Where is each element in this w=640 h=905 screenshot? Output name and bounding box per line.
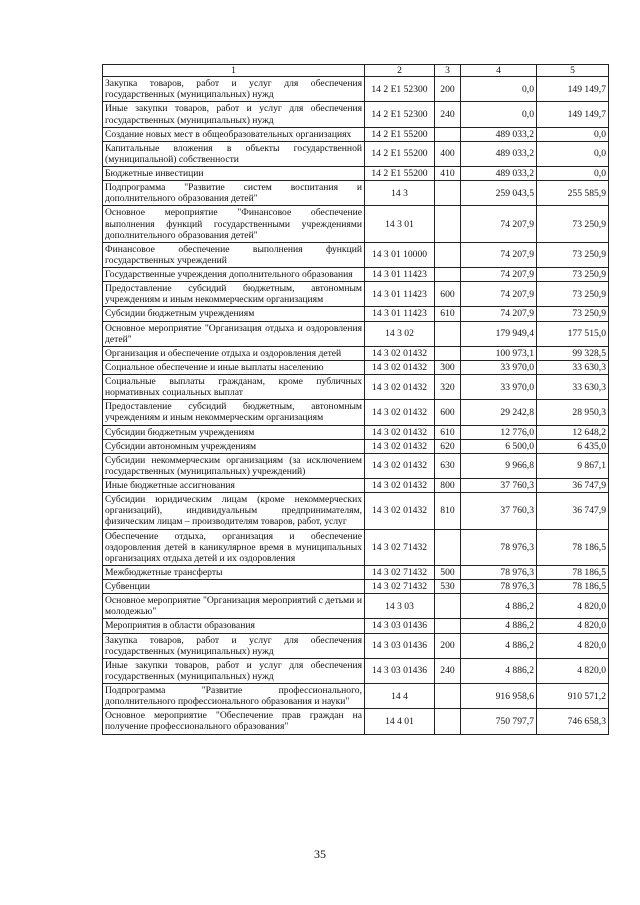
row-name-cell: Предоставление субсидий бюджетным, автономным учреждениям и иным некоммерческим организациям <box>103 282 365 307</box>
row-value-2-cell: 0,0 <box>537 167 609 181</box>
row-type-cell: 320 <box>435 375 461 400</box>
row-name-cell: Мероприятия в области образования <box>103 619 365 633</box>
table-row <box>103 127 609 141</box>
row-type-cell <box>435 242 461 267</box>
row-value-2-cell: 9 867,1 <box>537 453 609 478</box>
row-value-2-cell: 78 186,5 <box>537 565 609 579</box>
table-row <box>103 580 609 594</box>
row-value-1-cell: 750 797,7 <box>461 709 537 734</box>
row-value-2-cell: 255 585,9 <box>537 181 609 206</box>
row-name-cell: Субсидии бюджетным учреждениям <box>103 425 365 439</box>
table-row <box>103 242 609 267</box>
row-type-cell: 500 <box>435 565 461 579</box>
row-type-cell <box>435 206 461 242</box>
row-value-2-cell: 149 149,7 <box>537 102 609 127</box>
row-value-1-cell: 0,0 <box>461 77 537 102</box>
row-name-cell: Подпрограмма "Развитие профессионального, дополнительного профессионального образования и науки" <box>103 684 365 709</box>
budget-table <box>102 64 609 735</box>
row-value-1-cell: 74 207,9 <box>461 242 537 267</box>
row-name-cell: Субсидии бюджетным учреждениям <box>103 307 365 321</box>
row-name-cell: Субсидии автономным учреждениям <box>103 439 365 453</box>
row-value-2-cell: 33 630,3 <box>537 360 609 374</box>
row-code-cell: 14 2 E1 52300 <box>365 102 435 127</box>
row-code-cell: 14 2 E1 55200 <box>365 167 435 181</box>
table-row <box>103 493 609 529</box>
row-value-1-cell: 916 958,6 <box>461 684 537 709</box>
row-code-cell: 14 3 03 01436 <box>365 633 435 658</box>
row-name-cell: Иные бюджетные ассигнования <box>103 479 365 493</box>
row-code-cell: 14 2 E1 55200 <box>365 141 435 166</box>
budget-table-container <box>102 64 608 735</box>
row-code-cell: 14 3 02 71432 <box>365 565 435 579</box>
row-code-cell: 14 3 01 11423 <box>365 268 435 282</box>
row-value-1-cell: 6 500,0 <box>461 439 537 453</box>
table-row <box>103 268 609 282</box>
row-code-cell: 14 3 02 01432 <box>365 439 435 453</box>
row-value-1-cell: 33 970,0 <box>461 375 537 400</box>
table-body <box>103 77 609 734</box>
table-row <box>103 684 609 709</box>
page-number: 35 <box>314 847 326 861</box>
row-name-cell: Социальные выплаты гражданам, кроме публичных нормативных социальных выплат <box>103 375 365 400</box>
row-value-2-cell: 73 250,9 <box>537 268 609 282</box>
column-header: 5 <box>537 65 609 77</box>
table-row <box>103 167 609 181</box>
table-row <box>103 102 609 127</box>
row-name-cell: Субсидии некоммерческим организациям (за исключением государственных (муниципальных) учреждений) <box>103 453 365 478</box>
row-type-cell: 240 <box>435 102 461 127</box>
row-name-cell: Создание новых мест в общеобразовательных организациях <box>103 127 365 141</box>
row-value-1-cell: 489 033,2 <box>461 167 537 181</box>
row-value-2-cell: 36 747,9 <box>537 493 609 529</box>
row-code-cell: 14 3 02 01432 <box>365 375 435 400</box>
row-type-cell <box>435 594 461 619</box>
row-name-cell: Предоставление субсидий бюджетным, автономным учреждениям и иным некоммерческим организациям <box>103 400 365 425</box>
row-type-cell: 610 <box>435 307 461 321</box>
row-type-cell <box>435 709 461 734</box>
row-value-1-cell: 74 207,9 <box>461 206 537 242</box>
table-row <box>103 709 609 734</box>
row-value-1-cell: 100 973,1 <box>461 346 537 360</box>
row-type-cell: 600 <box>435 282 461 307</box>
row-value-2-cell: 12 648,2 <box>537 425 609 439</box>
row-code-cell: 14 4 01 <box>365 709 435 734</box>
row-code-cell: 14 3 03 01436 <box>365 658 435 683</box>
row-type-cell <box>435 127 461 141</box>
row-code-cell: 14 3 02 01432 <box>365 453 435 478</box>
row-value-2-cell: 99 328,5 <box>537 346 609 360</box>
row-value-1-cell: 489 033,2 <box>461 141 537 166</box>
row-value-1-cell: 37 760,3 <box>461 493 537 529</box>
row-type-cell: 620 <box>435 439 461 453</box>
table-row <box>103 565 609 579</box>
row-value-2-cell: 4 820,0 <box>537 633 609 658</box>
table-row <box>103 439 609 453</box>
row-value-2-cell: 177 515,0 <box>537 321 609 346</box>
row-value-1-cell: 4 886,2 <box>461 594 537 619</box>
table-row <box>103 619 609 633</box>
row-value-2-cell: 4 820,0 <box>537 619 609 633</box>
row-name-cell: Закупка товаров, работ и услуг для обеспечения государственных (муниципальных) нужд <box>103 77 365 102</box>
row-value-2-cell: 36 747,9 <box>537 479 609 493</box>
row-value-1-cell: 33 970,0 <box>461 360 537 374</box>
row-name-cell: Бюджетные инвестиции <box>103 167 365 181</box>
column-header: 4 <box>461 65 537 77</box>
row-name-cell: Субвенции <box>103 580 365 594</box>
row-value-1-cell: 179 949,4 <box>461 321 537 346</box>
row-code-cell: 14 3 02 01432 <box>365 360 435 374</box>
row-name-cell: Межбюджетные трансферты <box>103 565 365 579</box>
row-type-cell: 810 <box>435 493 461 529</box>
row-value-2-cell: 6 435,0 <box>537 439 609 453</box>
row-code-cell: 14 3 03 <box>365 594 435 619</box>
table-row <box>103 141 609 166</box>
row-value-1-cell: 4 886,2 <box>461 633 537 658</box>
row-value-1-cell: 78 976,3 <box>461 580 537 594</box>
row-value-1-cell: 74 207,9 <box>461 268 537 282</box>
row-value-2-cell: 73 250,9 <box>537 206 609 242</box>
row-name-cell: Основное мероприятие "Обеспечение прав граждан на получение профессионального образования" <box>103 709 365 734</box>
row-name-cell: Основное мероприятие "Организация отдыха и оздоровления детей" <box>103 321 365 346</box>
row-value-1-cell: 78 976,3 <box>461 529 537 565</box>
table-row <box>103 282 609 307</box>
row-value-1-cell: 4 886,2 <box>461 619 537 633</box>
row-value-1-cell: 78 976,3 <box>461 565 537 579</box>
row-code-cell: 14 3 02 01432 <box>365 493 435 529</box>
row-value-2-cell: 910 571,2 <box>537 684 609 709</box>
table-row <box>103 181 609 206</box>
row-name-cell: Основное мероприятие "Организация мероприятий с детьми и молодежью" <box>103 594 365 619</box>
row-code-cell: 14 3 02 01432 <box>365 346 435 360</box>
row-code-cell: 14 3 02 01432 <box>365 479 435 493</box>
table-row <box>103 453 609 478</box>
row-type-cell: 200 <box>435 77 461 102</box>
table-row <box>103 479 609 493</box>
row-code-cell: 14 3 02 01432 <box>365 400 435 425</box>
row-name-cell: Социальное обеспечение и иные выплаты населению <box>103 360 365 374</box>
row-code-cell: 14 3 02 <box>365 321 435 346</box>
row-value-2-cell: 73 250,9 <box>537 307 609 321</box>
row-name-cell: Подпрограмма "Развитие систем воспитания и дополнительного образования детей" <box>103 181 365 206</box>
row-value-1-cell: 12 776,0 <box>461 425 537 439</box>
row-name-cell: Организация и обеспечение отдыха и оздоровления детей <box>103 346 365 360</box>
row-value-2-cell: 73 250,9 <box>537 282 609 307</box>
row-value-2-cell: 4 820,0 <box>537 658 609 683</box>
row-value-2-cell: 0,0 <box>537 127 609 141</box>
row-value-2-cell: 746 658,3 <box>537 709 609 734</box>
table-row <box>103 375 609 400</box>
row-name-cell: Финансовое обеспечение выполнения функций государственных учреждений <box>103 242 365 267</box>
table-row <box>103 529 609 565</box>
row-name-cell: Государственные учреждения дополнительного образования <box>103 268 365 282</box>
row-type-cell <box>435 529 461 565</box>
row-code-cell: 14 3 02 01432 <box>365 425 435 439</box>
row-name-cell: Основное мероприятие "Финансовое обеспечение выполнения функций государственными учреждениями дополнительного образования детей" <box>103 206 365 242</box>
row-type-cell <box>435 181 461 206</box>
column-header: 2 <box>365 65 435 77</box>
row-type-cell: 400 <box>435 141 461 166</box>
row-type-cell: 630 <box>435 453 461 478</box>
row-value-2-cell: 0,0 <box>537 141 609 166</box>
row-value-2-cell: 4 820,0 <box>537 594 609 619</box>
row-code-cell: 14 3 03 01436 <box>365 619 435 633</box>
row-value-2-cell: 78 186,5 <box>537 529 609 565</box>
row-code-cell: 14 3 01 <box>365 206 435 242</box>
row-value-1-cell: 37 760,3 <box>461 479 537 493</box>
row-value-1-cell: 4 886,2 <box>461 658 537 683</box>
table-row <box>103 206 609 242</box>
row-value-1-cell: 0,0 <box>461 102 537 127</box>
row-type-cell <box>435 684 461 709</box>
row-name-cell: Субсидии юридическим лицам (кроме некоммерческих организаций), индивидуальным предпринимателям, физическим лицам – производителям товаров, работ, услуг <box>103 493 365 529</box>
row-value-2-cell: 78 186,5 <box>537 580 609 594</box>
row-code-cell: 14 3 01 11423 <box>365 282 435 307</box>
table-row <box>103 425 609 439</box>
row-code-cell: 14 3 02 71432 <box>365 580 435 594</box>
row-type-cell: 300 <box>435 360 461 374</box>
table-row <box>103 633 609 658</box>
row-name-cell: Иные закупки товаров, работ и услуг для обеспечения государственных (муниципальных) нужд <box>103 658 365 683</box>
row-type-cell: 240 <box>435 658 461 683</box>
row-type-cell: 530 <box>435 580 461 594</box>
row-code-cell: 14 3 <box>365 181 435 206</box>
table-row <box>103 658 609 683</box>
row-value-1-cell: 74 207,9 <box>461 307 537 321</box>
row-value-1-cell: 74 207,9 <box>461 282 537 307</box>
table-row <box>103 360 609 374</box>
row-value-2-cell: 149 149,7 <box>537 77 609 102</box>
column-header: 1 <box>103 65 365 77</box>
row-code-cell: 14 2 E1 55200 <box>365 127 435 141</box>
table-row <box>103 400 609 425</box>
column-header: 3 <box>435 65 461 77</box>
row-value-1-cell: 259 043,5 <box>461 181 537 206</box>
row-type-cell <box>435 321 461 346</box>
table-row <box>103 594 609 619</box>
row-type-cell: 600 <box>435 400 461 425</box>
row-code-cell: 14 3 01 10000 <box>365 242 435 267</box>
row-value-2-cell: 33 630,3 <box>537 375 609 400</box>
row-value-2-cell: 28 950,3 <box>537 400 609 425</box>
row-name-cell: Обеспечение отдыха, организация и обеспечение оздоровления детей в каникулярное время в муниципальных организациях отдыха детей и их оздоровления <box>103 529 365 565</box>
table-row <box>103 77 609 102</box>
row-code-cell: 14 4 <box>365 684 435 709</box>
row-type-cell: 410 <box>435 167 461 181</box>
table-row <box>103 307 609 321</box>
header-row <box>103 65 609 77</box>
row-value-2-cell: 73 250,9 <box>537 242 609 267</box>
row-type-cell <box>435 346 461 360</box>
row-type-cell: 800 <box>435 479 461 493</box>
row-name-cell: Закупка товаров, работ и услуг для обеспечения государственных (муниципальных) нужд <box>103 633 365 658</box>
row-name-cell: Иные закупки товаров, работ и услуг для обеспечения государственных (муниципальных) нужд <box>103 102 365 127</box>
row-type-cell: 200 <box>435 633 461 658</box>
row-value-1-cell: 489 033,2 <box>461 127 537 141</box>
row-value-1-cell: 9 966,8 <box>461 453 537 478</box>
table-row <box>103 321 609 346</box>
row-value-1-cell: 29 242,8 <box>461 400 537 425</box>
row-code-cell: 14 2 E1 52300 <box>365 77 435 102</box>
table-row <box>103 346 609 360</box>
row-type-cell <box>435 268 461 282</box>
row-name-cell: Капитальные вложения в объекты государственной (муниципальной) собственности <box>103 141 365 166</box>
row-code-cell: 14 3 02 71432 <box>365 529 435 565</box>
row-type-cell <box>435 619 461 633</box>
row-type-cell: 610 <box>435 425 461 439</box>
row-code-cell: 14 3 01 11423 <box>365 307 435 321</box>
